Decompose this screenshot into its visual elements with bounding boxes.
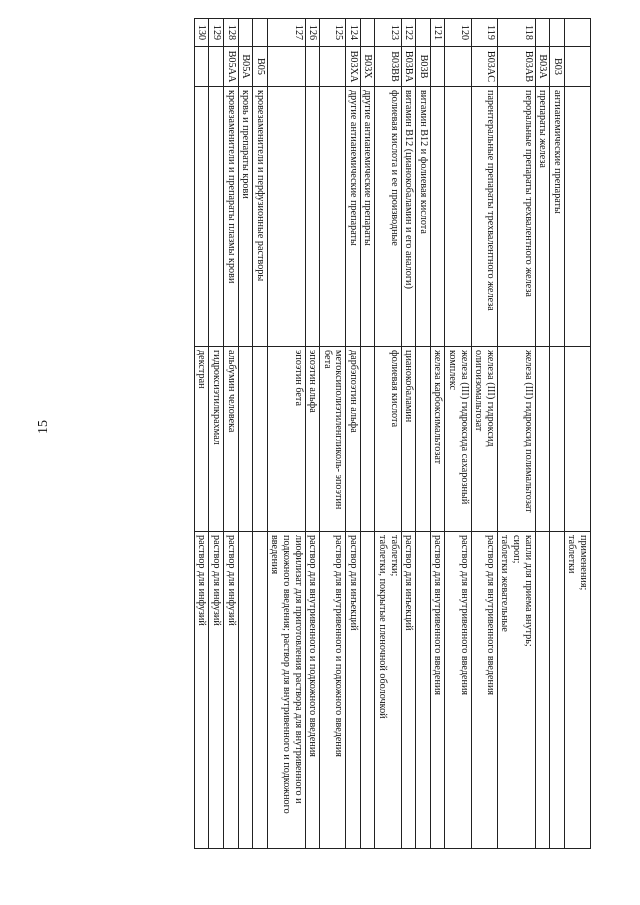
row-number-cell: 120 xyxy=(445,19,471,47)
atc-code-cell: B05 xyxy=(253,47,268,87)
atc-code-cell: B05A xyxy=(238,47,253,87)
group-name-cell: парентеральные препараты трехвалентного железа xyxy=(471,87,497,347)
row-number-cell: 121 xyxy=(430,19,445,47)
atc-code-cell: B03B xyxy=(416,47,431,87)
group-name-cell: кровезаменители и препараты плазмы крови xyxy=(223,87,238,347)
table-row xyxy=(375,19,401,849)
table-row xyxy=(535,19,550,849)
row-number-cell xyxy=(360,19,375,47)
atc-code-cell: B03AB xyxy=(497,47,535,87)
drug-name-cell: эпоэтин бета xyxy=(267,347,305,532)
atc-code-cell: B03X xyxy=(360,47,375,87)
row-number-cell xyxy=(535,19,550,47)
drug-name-cell: дарбэпоэтин альфа xyxy=(346,347,361,532)
dosage-form-cell xyxy=(416,532,431,849)
drug-name-cell xyxy=(360,347,375,532)
table-row xyxy=(550,19,565,849)
dosage-form-cell: раствор для инъекций xyxy=(401,532,416,849)
drug-name-cell: железа (III) гидроксид олигоизомальтозат xyxy=(471,347,497,532)
row-number-cell: 125 xyxy=(320,19,346,47)
group-name-cell xyxy=(305,87,320,347)
atc-code-cell: B03XA xyxy=(346,47,361,87)
dosage-form-cell xyxy=(253,532,268,849)
row-number-cell: 129 xyxy=(209,19,224,47)
row-number-cell: 127 xyxy=(267,19,305,47)
group-name-cell: пероральные препараты трехвалентного железа xyxy=(497,87,535,347)
group-name-cell: препараты железа xyxy=(535,87,550,347)
group-name-cell xyxy=(209,87,224,347)
group-name-cell xyxy=(445,87,471,347)
table-row xyxy=(416,19,431,849)
row-number-cell: 124 xyxy=(346,19,361,47)
dosage-form-cell: раствор для инъекций xyxy=(346,532,361,849)
drug-name-cell: фолиевая кислота xyxy=(375,347,401,532)
dosage-form-cell: раствор для инфузий xyxy=(194,532,209,849)
group-name-cell xyxy=(564,87,590,347)
drug-name-cell: метоксиполиэтиленгликоль- эпоэтин бета xyxy=(320,347,346,532)
group-name-cell: кровезаменители и перфузионные растворы xyxy=(253,87,268,347)
table-row xyxy=(320,19,346,849)
row-number-cell: 126 xyxy=(305,19,320,47)
drug-name-cell: альбумин человека xyxy=(223,347,238,532)
table-row xyxy=(305,19,320,849)
table-row xyxy=(471,19,497,849)
dosage-form-cell xyxy=(535,532,550,849)
atc-code-cell xyxy=(267,47,305,87)
table-row xyxy=(267,19,305,849)
dosage-form-cell xyxy=(550,532,565,849)
dosage-form-cell: лиофилизат для приготовления раствора для внутривенного и подкожного введения; раствор для внутривенного и подкожного введения xyxy=(267,532,305,849)
drug-name-cell: гидроксиэтилкрахмал xyxy=(209,347,224,532)
dosage-form-cell: применения; таблетки xyxy=(564,532,590,849)
row-number-cell: 128 xyxy=(223,19,238,47)
row-number-cell: 119 xyxy=(471,19,497,47)
atc-code-cell xyxy=(564,47,590,87)
table-row xyxy=(238,19,253,849)
drug-list-table-rotated xyxy=(95,18,591,848)
table-row xyxy=(564,19,590,849)
atc-code-cell xyxy=(445,47,471,87)
dosage-form-cell xyxy=(360,532,375,849)
row-number-cell: 118 xyxy=(497,19,535,47)
drug-list-table xyxy=(194,18,591,849)
table-row xyxy=(223,19,238,849)
atc-code-cell xyxy=(305,47,320,87)
dosage-form-cell: раствор для инфузий xyxy=(209,532,224,849)
row-number-cell xyxy=(253,19,268,47)
row-number-cell: 123 xyxy=(375,19,401,47)
drug-name-cell: железа карбоксимальтозат xyxy=(430,347,445,532)
atc-code-cell: B03AC xyxy=(471,47,497,87)
row-number-cell xyxy=(238,19,253,47)
atc-code-cell xyxy=(209,47,224,87)
group-name-cell xyxy=(320,87,346,347)
dosage-form-cell: раствор для внутривенного и подкожного введения xyxy=(305,532,320,849)
atc-code-cell: B03BB xyxy=(375,47,401,87)
drug-name-cell xyxy=(564,347,590,532)
group-name-cell: антианемические препараты xyxy=(550,87,565,347)
table-row xyxy=(346,19,361,849)
row-number-cell xyxy=(550,19,565,47)
dosage-form-cell: раствор для внутривенного и подкожного введения xyxy=(320,532,346,849)
row-number-cell xyxy=(564,19,590,47)
row-number-cell: 122 xyxy=(401,19,416,47)
atc-code-cell xyxy=(320,47,346,87)
drug-name-cell: железа (III) гидроксид полимальтозат xyxy=(497,347,535,532)
table-row xyxy=(497,19,535,849)
drug-name-cell: цианокобаламин xyxy=(401,347,416,532)
atc-code-cell xyxy=(430,47,445,87)
dosage-form-cell: раствор для внутривенного введения xyxy=(430,532,445,849)
table-body xyxy=(194,19,590,849)
table-row xyxy=(360,19,375,849)
group-name-cell: другие антианемические препараты xyxy=(346,87,361,347)
page-number: 15 xyxy=(36,420,51,434)
drug-name-cell: декстран xyxy=(194,347,209,532)
drug-name-cell xyxy=(535,347,550,532)
group-name-cell: витамин B12 (цианокобаламин и его аналоги) xyxy=(401,87,416,347)
drug-name-cell xyxy=(550,347,565,532)
drug-name-cell xyxy=(416,347,431,532)
dosage-form-cell: раствор для внутривенного введения xyxy=(445,532,471,849)
row-number-cell: 130 xyxy=(194,19,209,47)
table-row xyxy=(194,19,209,849)
dosage-form-cell: таблетки; таблетки, покрытые пленочной оболочкой xyxy=(375,532,401,849)
drug-name-cell: эпоэтин альфа xyxy=(305,347,320,532)
drug-name-cell xyxy=(238,347,253,532)
atc-code-cell: B03BA xyxy=(401,47,416,87)
group-name-cell xyxy=(194,87,209,347)
atc-code-cell: B05AA xyxy=(223,47,238,87)
drug-name-cell xyxy=(253,347,268,532)
group-name-cell xyxy=(267,87,305,347)
dosage-form-cell: раствор для внутривенного введения xyxy=(471,532,497,849)
group-name-cell xyxy=(430,87,445,347)
group-name-cell: другие антианемические препараты xyxy=(360,87,375,347)
dosage-form-cell xyxy=(238,532,253,849)
table-row xyxy=(253,19,268,849)
dosage-form-cell: раствор для инфузий xyxy=(223,532,238,849)
atc-code-cell: B03A xyxy=(535,47,550,87)
dosage-form-cell: капли для приема внутрь; сироп; таблетки жевательные xyxy=(497,532,535,849)
table-row xyxy=(209,19,224,849)
group-name-cell: кровь и препараты крови xyxy=(238,87,253,347)
table-row xyxy=(445,19,471,849)
table-row xyxy=(401,19,416,849)
drug-name-cell: железа (III) гидроксида сахарозный комплекс xyxy=(445,347,471,532)
group-name-cell: фолиевая кислота и ее производные xyxy=(375,87,401,347)
atc-code-cell: B03 xyxy=(550,47,565,87)
group-name-cell: витамин B12 и фолиевая кислота xyxy=(416,87,431,347)
table-row xyxy=(430,19,445,849)
atc-code-cell xyxy=(194,47,209,87)
row-number-cell xyxy=(416,19,431,47)
